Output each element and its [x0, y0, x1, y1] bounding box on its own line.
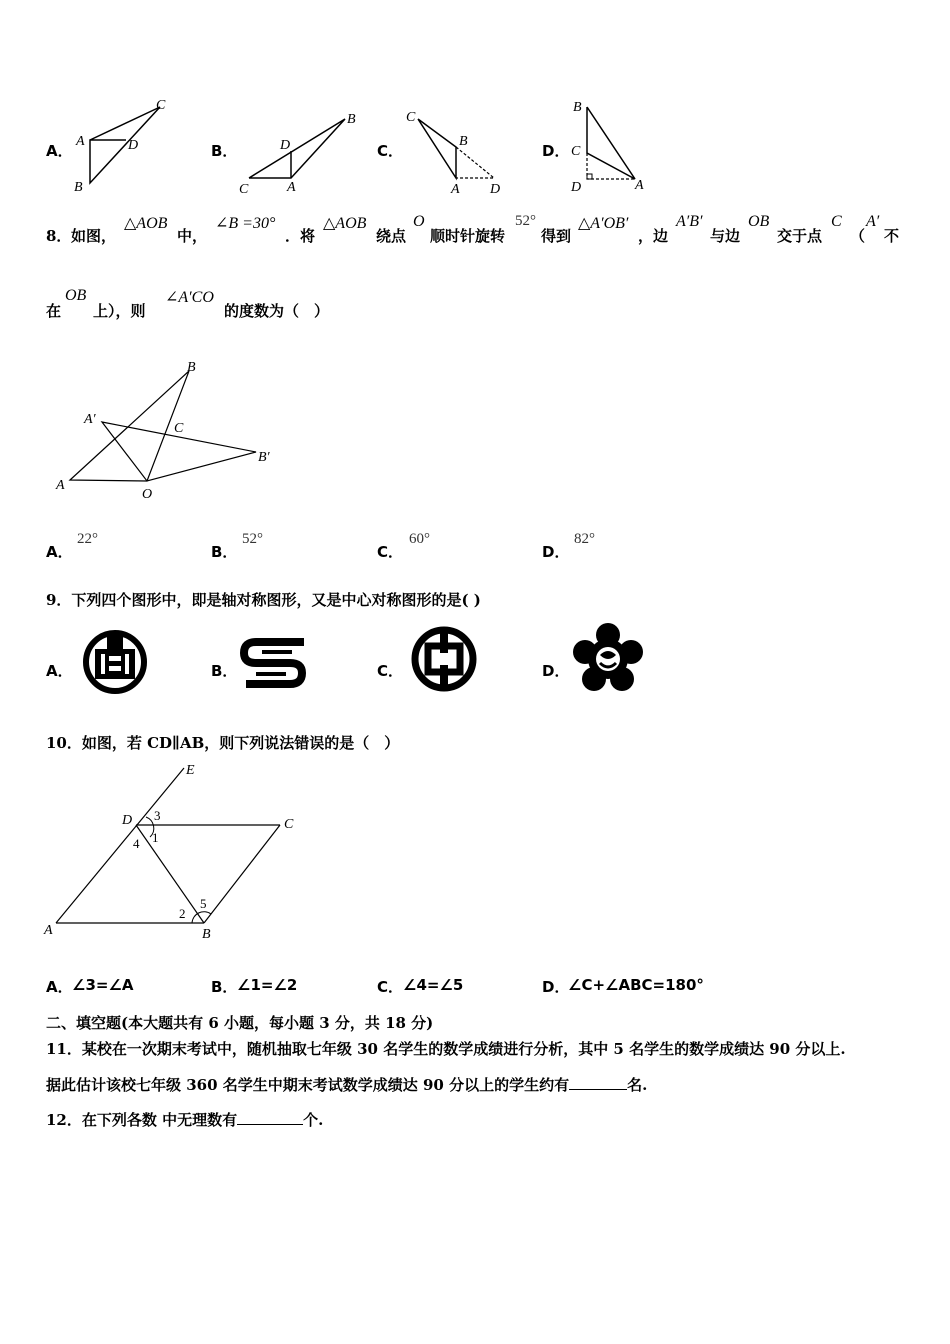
q10-option-c-label: C． [377, 978, 404, 996]
q7c-label-b: B [459, 134, 468, 149]
q8-text-14: 的度数为（ ） [224, 302, 330, 320]
q8-math-1: △AOB [124, 215, 168, 232]
q8-math-5: 52° [515, 213, 536, 229]
q7c-label-a: A [451, 182, 460, 195]
q8-fig-label-a1: A′ [84, 412, 96, 427]
q8-option-a-value: 22° [77, 531, 98, 547]
q8-option-d-label: D． [542, 543, 570, 561]
q10-fig-label-d: D [122, 813, 133, 828]
q7-option-b-label: B． [211, 142, 238, 160]
q8-option-d-value: 82° [574, 531, 595, 547]
q7c-label-d: D [490, 182, 501, 195]
q7-option-d-label: D． [542, 142, 570, 160]
q8-text-10: （ [850, 227, 866, 245]
q8-math-10: A′ [866, 213, 880, 230]
q8-text-1: 如图， [71, 227, 117, 245]
q11-line-1: 11．某校在一次期末考试中，随机抽取七年级 30 名学生的数学成绩进行分析，其中 5 名学生的数学成绩达 90 分以上. [46, 1040, 846, 1058]
q9-option-b-label: B． [211, 662, 238, 680]
q10-figure [40, 760, 310, 945]
q7d-label-b: B [573, 100, 582, 115]
q8-math-9: C [831, 213, 842, 230]
q10-fig-angle-5: 5 [200, 896, 207, 911]
q8-math-12: ∠A′CO [165, 289, 214, 306]
q9-option-d-label: D． [542, 662, 570, 680]
q8-option-b-label: B． [211, 543, 238, 561]
q8-text-13: 上），则 [93, 302, 146, 320]
q7c-label-c: C [406, 110, 416, 125]
q12-text: 12．在下列各数 中无理数有 [46, 1111, 238, 1129]
q10-option-a-label: A． [46, 978, 73, 996]
q8-text-11: 不 [884, 227, 900, 245]
q7-figure-c [398, 105, 518, 195]
q7-figure-b [233, 105, 363, 195]
q10-fig-angle-3: 3 [154, 808, 161, 823]
q8-math-4: O [413, 213, 425, 230]
q7-option-a-label: A． [46, 142, 73, 160]
q7d-label-d: D [571, 180, 582, 195]
q9-option-a-label: A． [46, 662, 73, 680]
q8-math-2: ∠B =30° [215, 215, 276, 232]
q10-option-d-value: ∠C+∠ABC=180° [568, 976, 704, 994]
q7a-label-c: C [156, 98, 166, 113]
q10-fig-angle-1: 1 [152, 830, 159, 845]
q7d-label-a: A [635, 178, 644, 193]
q7b-label-a: A [287, 180, 296, 195]
q11-line-2-text: 据此估计该校七年级 360 名学生中期末考试数学成绩达 90 分以上的学生约有 [46, 1076, 570, 1094]
q7d-label-c: C [571, 144, 581, 159]
q7b-label-d: D [280, 138, 291, 153]
q9-question: 9．下列四个图形中，即是轴对称图形，又是中心对称图形的是( ) [46, 591, 481, 609]
q8-text-4: 绕点 [376, 227, 407, 245]
q9-logo-b-icon [240, 633, 310, 693]
q9-option-c-label: C． [377, 662, 404, 680]
q8-math-6: △A′OB′ [578, 215, 629, 232]
q8-math-7: A′B′ [676, 213, 703, 230]
q11-answer-blank[interactable] [569, 1089, 627, 1090]
q10-option-b-label: B． [211, 978, 238, 996]
q8-option-b-value: 52° [242, 531, 263, 547]
q10-fig-label-c: C [284, 817, 294, 832]
q10-fig-angle-2: 2 [179, 906, 186, 921]
q12-line [46, 1109, 323, 1130]
q10-option-c-value: ∠4=∠5 [403, 976, 464, 994]
q8-text-7: ，边 [638, 227, 669, 245]
q12-text-end: 个. [303, 1111, 324, 1129]
q8-text-9: 交于点 [777, 227, 823, 245]
q10-fig-label-e: E [186, 763, 195, 778]
q8-option-c-label: C． [377, 543, 404, 561]
q9-logo-a-icon [80, 627, 150, 697]
q10-question: 10．如图，若 CD∥AB，则下列说法错误的是（ ） [46, 734, 400, 752]
q8-figure [50, 355, 290, 505]
q8-text-6: 得到 [541, 227, 572, 245]
q7b-label-b: B [347, 112, 356, 127]
q7b-label-c: C [239, 182, 249, 195]
q10-fig-label-b: B [202, 927, 211, 942]
q8-fig-label-c: C [174, 421, 184, 436]
q8-text-3: ．将 [285, 227, 316, 245]
q8-option-c-value: 60° [409, 531, 430, 547]
q8-number: 8． [46, 227, 72, 245]
q10-option-a-value: ∠3=∠A [72, 976, 134, 994]
q7a-label-d: D [128, 138, 139, 153]
q8-fig-label-b1: B′ [258, 450, 270, 465]
q10-fig-angle-4: 4 [133, 836, 140, 851]
q8-text-8: 与边 [710, 227, 741, 245]
q8-option-a-label: A． [46, 543, 73, 561]
q8-fig-label-o: O [142, 487, 153, 502]
q9-logo-d-icon [572, 622, 644, 694]
q11-line-2 [46, 1074, 647, 1095]
q8-fig-label-b: B [187, 360, 196, 375]
q7-figure-a [68, 95, 178, 195]
section-2-heading: 二、填空题(本大题共有 6 小题，每小题 3 分，共 18 分) [46, 1014, 434, 1032]
q8-math-11: OB [65, 287, 87, 304]
q8-text-5: 顺时针旋转 [430, 227, 506, 245]
q12-answer-blank[interactable] [237, 1124, 303, 1125]
q10-fig-label-a: A [44, 923, 53, 938]
q10-option-b-value: ∠1=∠2 [237, 976, 298, 994]
q8-text-2: 中， [177, 227, 208, 245]
q8-math-8: OB [748, 213, 770, 230]
q7-figure-d [565, 95, 665, 195]
q8-text-12: 在 [46, 302, 62, 320]
q11-line-2-end: 名. [627, 1076, 648, 1094]
q7a-label-a: A [76, 134, 85, 149]
q7-option-c-label: C． [377, 142, 404, 160]
q10-option-d-label: D． [542, 978, 570, 996]
q7a-label-b: B [74, 180, 83, 195]
q8-fig-label-a: A [56, 478, 65, 493]
q8-math-3: △AOB [323, 215, 367, 232]
q9-logo-c-icon [408, 623, 480, 695]
